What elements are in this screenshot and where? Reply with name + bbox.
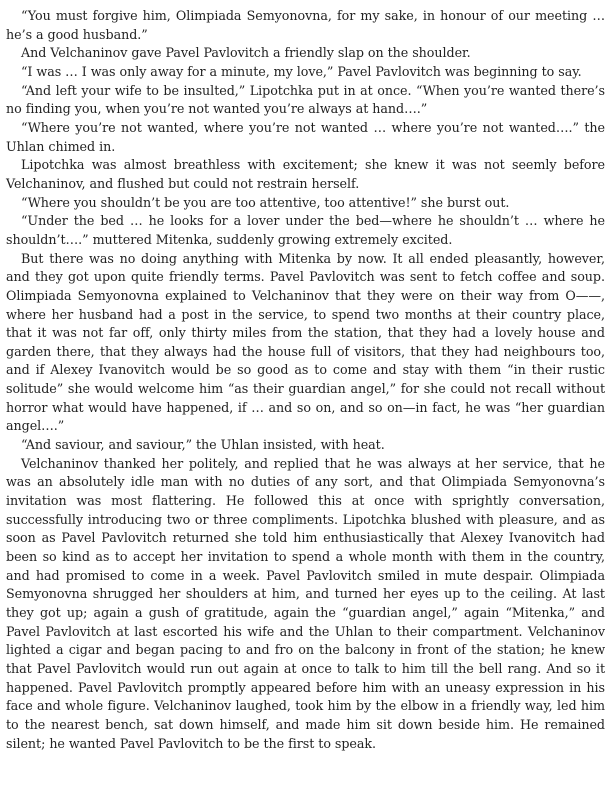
paragraph-1: “You must forgive him, Olimpiada Semyonovna, for my sake, in honour of our meeting … he’s a good husband.”: [6, 8, 605, 42]
paragraph-2: And Velchaninov gave Pavel Pavlovitch a friendly slap on the shoulder.: [21, 45, 471, 61]
paragraph-3: “I was … I was only away for a minute, my love,” Pavel Pavlovitch was beginning to say.: [21, 63, 582, 79]
paragraph-11: Velchaninov thanked her politely, and replied that he was always at her service, that he was an absolutely idle man with no duties of any sort, and that Olimpiada Semyonovna’s invitation was most flattering. He followed this at once with sprightly conversation, successfully introducing two or three compliments. Lipotchka blushed with pleasure, and as soon as Pavel Pavlovitch returned she told him enthusiastically that Alexey Ivanovitch had been so kind as to accept her invitation to spend a whole month with them in the country, and had promised to come in a week. Pavel Pavlovitch smiled in mute despair. Olimpiada Semyonovna shrugged her shoulders at him, and turned her eyes up to the ceiling. At last they got up; again a gush of gratitude, again the “guardian angel,” again “Mitenka,” and Pavel Pavlovitch at last escorted his wife and the Uhlan to their compartment. Velchaninov lighted a cigar and began pacing to and fro on the balcony in front of the station; he knew that Pavel Pavlovitch would run out again at once to talk to him till the bell rang. And so it happened. Pavel Pavlovitch promptly appeared before him with an uneasy expression in his face and whole figure. Velchaninov laughed, took him by the elbow in a friendly way, led him to the nearest bench, sat down himself, and made him sit down beside him. He remained silent; he wanted Pavel Pavlovitch to be the first to speak.: [6, 455, 605, 751]
paragraph-4: “And left your wife to be insulted,” Lipotchka put in at once. “When you’re wanted there’s no finding you, when you’re not wanted you’re always at hand….”: [6, 82, 605, 117]
paragraph-9: But there was no doing anything with Mitenka by now. It all ended pleasantly, however, and they got upon quite friendly terms. Pavel Pavlovitch was sent to fetch coffee and soup. Olimpiada Semyonovna explained to Velchaninov that they were on their way from O——, where her husband had a post in the service, to spend two months at their country place, that it was not far off, only thirty miles from the station, that they had a lovely house and garden there, that they always had the house full of visitors, that they had neighbours too, and if Alexey Ivanovitch would be so good as to come and stay with them “in their rustic solitude” she would welcome him “as their guardian angel,” for she could not recall without horror what would have happened, if … and so on, and so on—in fact, he was “her guardian angel….”: [6, 250, 605, 434]
paragraph-6: Lipotchka was almost breathless with excitement; she knew it was not seemly before Velchaninov, and flushed but could not restrain herself.: [6, 157, 605, 191]
paragraph-10: “And saviour, and saviour,” the Uhlan insisted, with heat.: [21, 437, 385, 453]
paragraph-5: “Where you’re not wanted, where you’re not wanted … where you’re not wanted….” the Uhlan chimed in.: [6, 119, 605, 154]
paragraph-8: “Under the bed … he looks for a lover under the bed—where he shouldn’t … where he shouldn’t….” muttered Mitenka, suddenly growing extremely excited.: [6, 213, 605, 247]
paragraph-7: “Where you shouldn’t be you are too attentive, too attentive!” she burst out.: [21, 194, 510, 210]
body-text: [6, 7, 605, 753]
